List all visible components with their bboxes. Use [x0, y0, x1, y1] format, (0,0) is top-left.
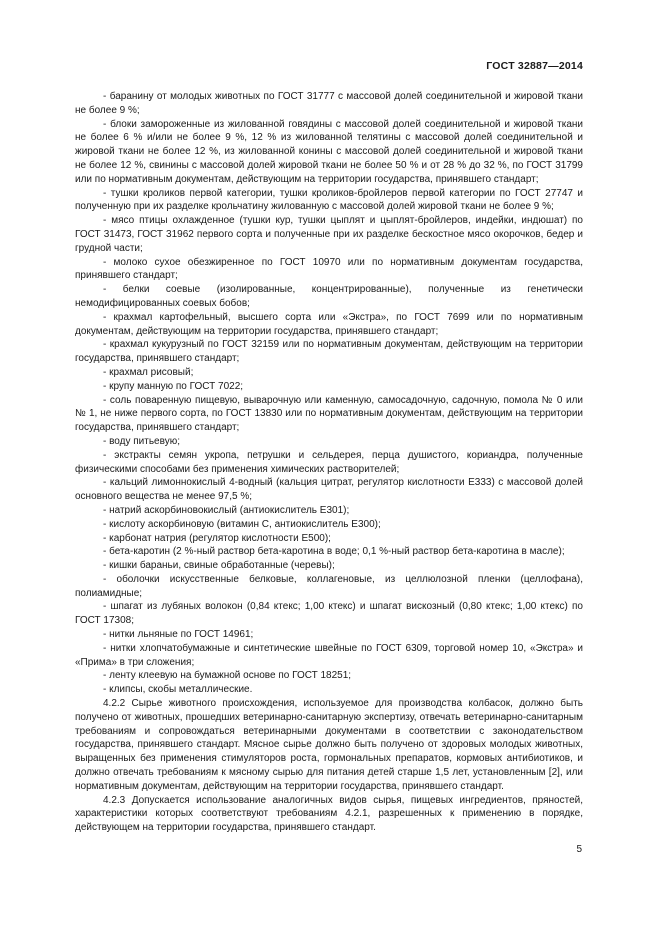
section-4-2-2: 4.2.2 Сырье животного происхождения, используемое для производства колбасок, должно быть получено от животных, прошедших ветеринарно-санитарную экспертизу, отвечать ветеринарно-санитарным требованиям и сопровождаться ветеринарными документами в соответствии с законодательством государства, принявшего стандарт. Мясное сырье должно быть получено от здоровых молодых животных, выращенных без применения стимуляторов роста, гормональных препаратов, кормовых антибиотиков, и должно отвечать требованиям к мясному сырью для питания детей старше 1,5 лет, установленным [2], или нормативным документам, действующим на территории государства, принявшего стандарт. — [75, 698, 583, 792]
list-item-potato-starch: - крахмал картофельный, высшего сорта или «Экстра», по ГОСТ 7699 или по нормативным документам, действующим на территории государства, принявшего стандарт; — [75, 311, 583, 337]
list-item-sodium-ascorbate: - натрий аскорбиновокислый (антиокислитель E301); — [103, 504, 350, 516]
list-item-ascorbic-acid: - кислоту аскорбиновую (витамин С, антиокислитель E300); — [103, 518, 381, 530]
list-item-twine: - шпагат из лубяных волокон (0,84 ктекс; 1,00 ктекс) и шпагат вискозный (0,80 ктекс; 1,00 ктекс) по ГОСТ 17308; — [75, 601, 583, 627]
list-item-calcium-citrate: - кальций лимоннокислый 4-водный (кальция цитрат, регулятор кислотности E333) с массовой долей основного вещества не менее 97,5 %; — [75, 477, 583, 503]
list-item-poultry: - мясо птицы охлажденное (тушки кур, тушки цыплят и цыплят-бройлеров, индейки, индюшат) по ГОСТ 31473, ГОСТ 31962 первого сорта и полученные при их разделке бескостное мясо окорочков, бедер и грудной части; — [75, 215, 583, 254]
list-item-clips: - клипсы, скобы металлические. — [103, 684, 253, 696]
list-item-artificial-casings: - оболочки искусственные белковые, коллагеновые, из целлюлозной пленки (целлофана), полиамидные; — [75, 573, 583, 599]
document-body — [75, 90, 583, 835]
list-item-beta-carotene: - бета-каротин (2 %-ный раствор бета-каротина в воде; 0,1 %-ный раствор бета-каротина в масле); — [103, 546, 565, 558]
list-item-cotton-thread: - нитки хлопчатобумажные и синтетические швейные по ГОСТ 6309, торговой номер 10, «Экстра» и «Прима» в три сложения; — [75, 642, 583, 668]
list-item-semolina: - крупу манную по ГОСТ 7022; — [103, 380, 244, 392]
list-item-lamb: - баранину от молодых животных по ГОСТ 31777 с массовой долей соединительной и жировой ткани не более 9 %; — [75, 91, 583, 116]
list-item-dry-milk: - молоко сухое обезжиренное по ГОСТ 10970 или по нормативным документам государства, принявшего стандарт; — [75, 256, 583, 282]
list-item-casings: - кишки бараньи, свиные обработанные (черевы); — [103, 560, 335, 572]
list-item-sodium-carbonate: - карбонат натрия (регулятор кислотности E500); — [103, 532, 331, 544]
list-item-water: - воду питьевую; — [103, 435, 180, 447]
page-number: 5 — [576, 844, 582, 855]
list-item-extracts: - экстракты семян укропа, петрушки и сельдерея, перца душистого, кориандра, полученные физическими способами без применения химических растворителей; — [75, 449, 583, 475]
list-item-soy-protein: - белки соевые (изолированные, концентрированные), полученные из генетически немодифицированных соевых бобов; — [75, 284, 583, 309]
list-item-rice-starch: - крахмал рисовый; — [103, 366, 194, 378]
list-item-linen-thread: - нитки льняные по ГОСТ 14961; — [103, 629, 254, 641]
document-header-standard: ГОСТ 32887—2014 — [486, 60, 583, 72]
list-item-rabbit: - тушки кроликов первой категории, тушки кроликов-бройлеров первой категории по ГОСТ 27747 и полученную при их разделке крольчатину жилованную с массовой долей жировой ткани не более 9 %; — [75, 187, 583, 213]
section-4-2-3: 4.2.3 Допускается использование аналогичных видов сырья, пищевых ингредиентов, пряностей, характеристики которых соответствуют требованиям 4.2.1, разрешенных к применению в порядке, действующем на территории государства, принявшего стандарт. — [75, 794, 583, 834]
list-item-frozen-blocks: - блоки замороженные из жилованной говядины с массовой долей соединительной и жировой ткани не более 6 % и/или не более 9 %, 12 % из жилованной телятины с массовой долей соединительной и жировой ткани не более 12 %, из жилованной конины с массовой долей соединительной и жировой ткани не более 12 %, свинины с массовой долей жировой ткани не более 50 % и от 28 % до 32 %, по ГОСТ 31799 или по нормативным документам, действующим на территории государства, принявшего стандарт; — [75, 118, 583, 185]
list-item-adhesive-tape: - ленту клеевую на бумажной основе по ГОСТ 18251; — [103, 670, 352, 682]
list-item-salt: - соль поваренную пищевую, выварочную или каменную, самосадочную, садочную, помола № 0 или № 1, не ниже первого сорта, по ГОСТ 13830 или по нормативным документам, действующим на территории государства, принявшего стандарт; — [75, 394, 583, 434]
list-item-corn-starch: - крахмал кукурузный по ГОСТ 32159 или по нормативным документам, действующим на территории государства, принявшего стандарт; — [75, 339, 583, 365]
